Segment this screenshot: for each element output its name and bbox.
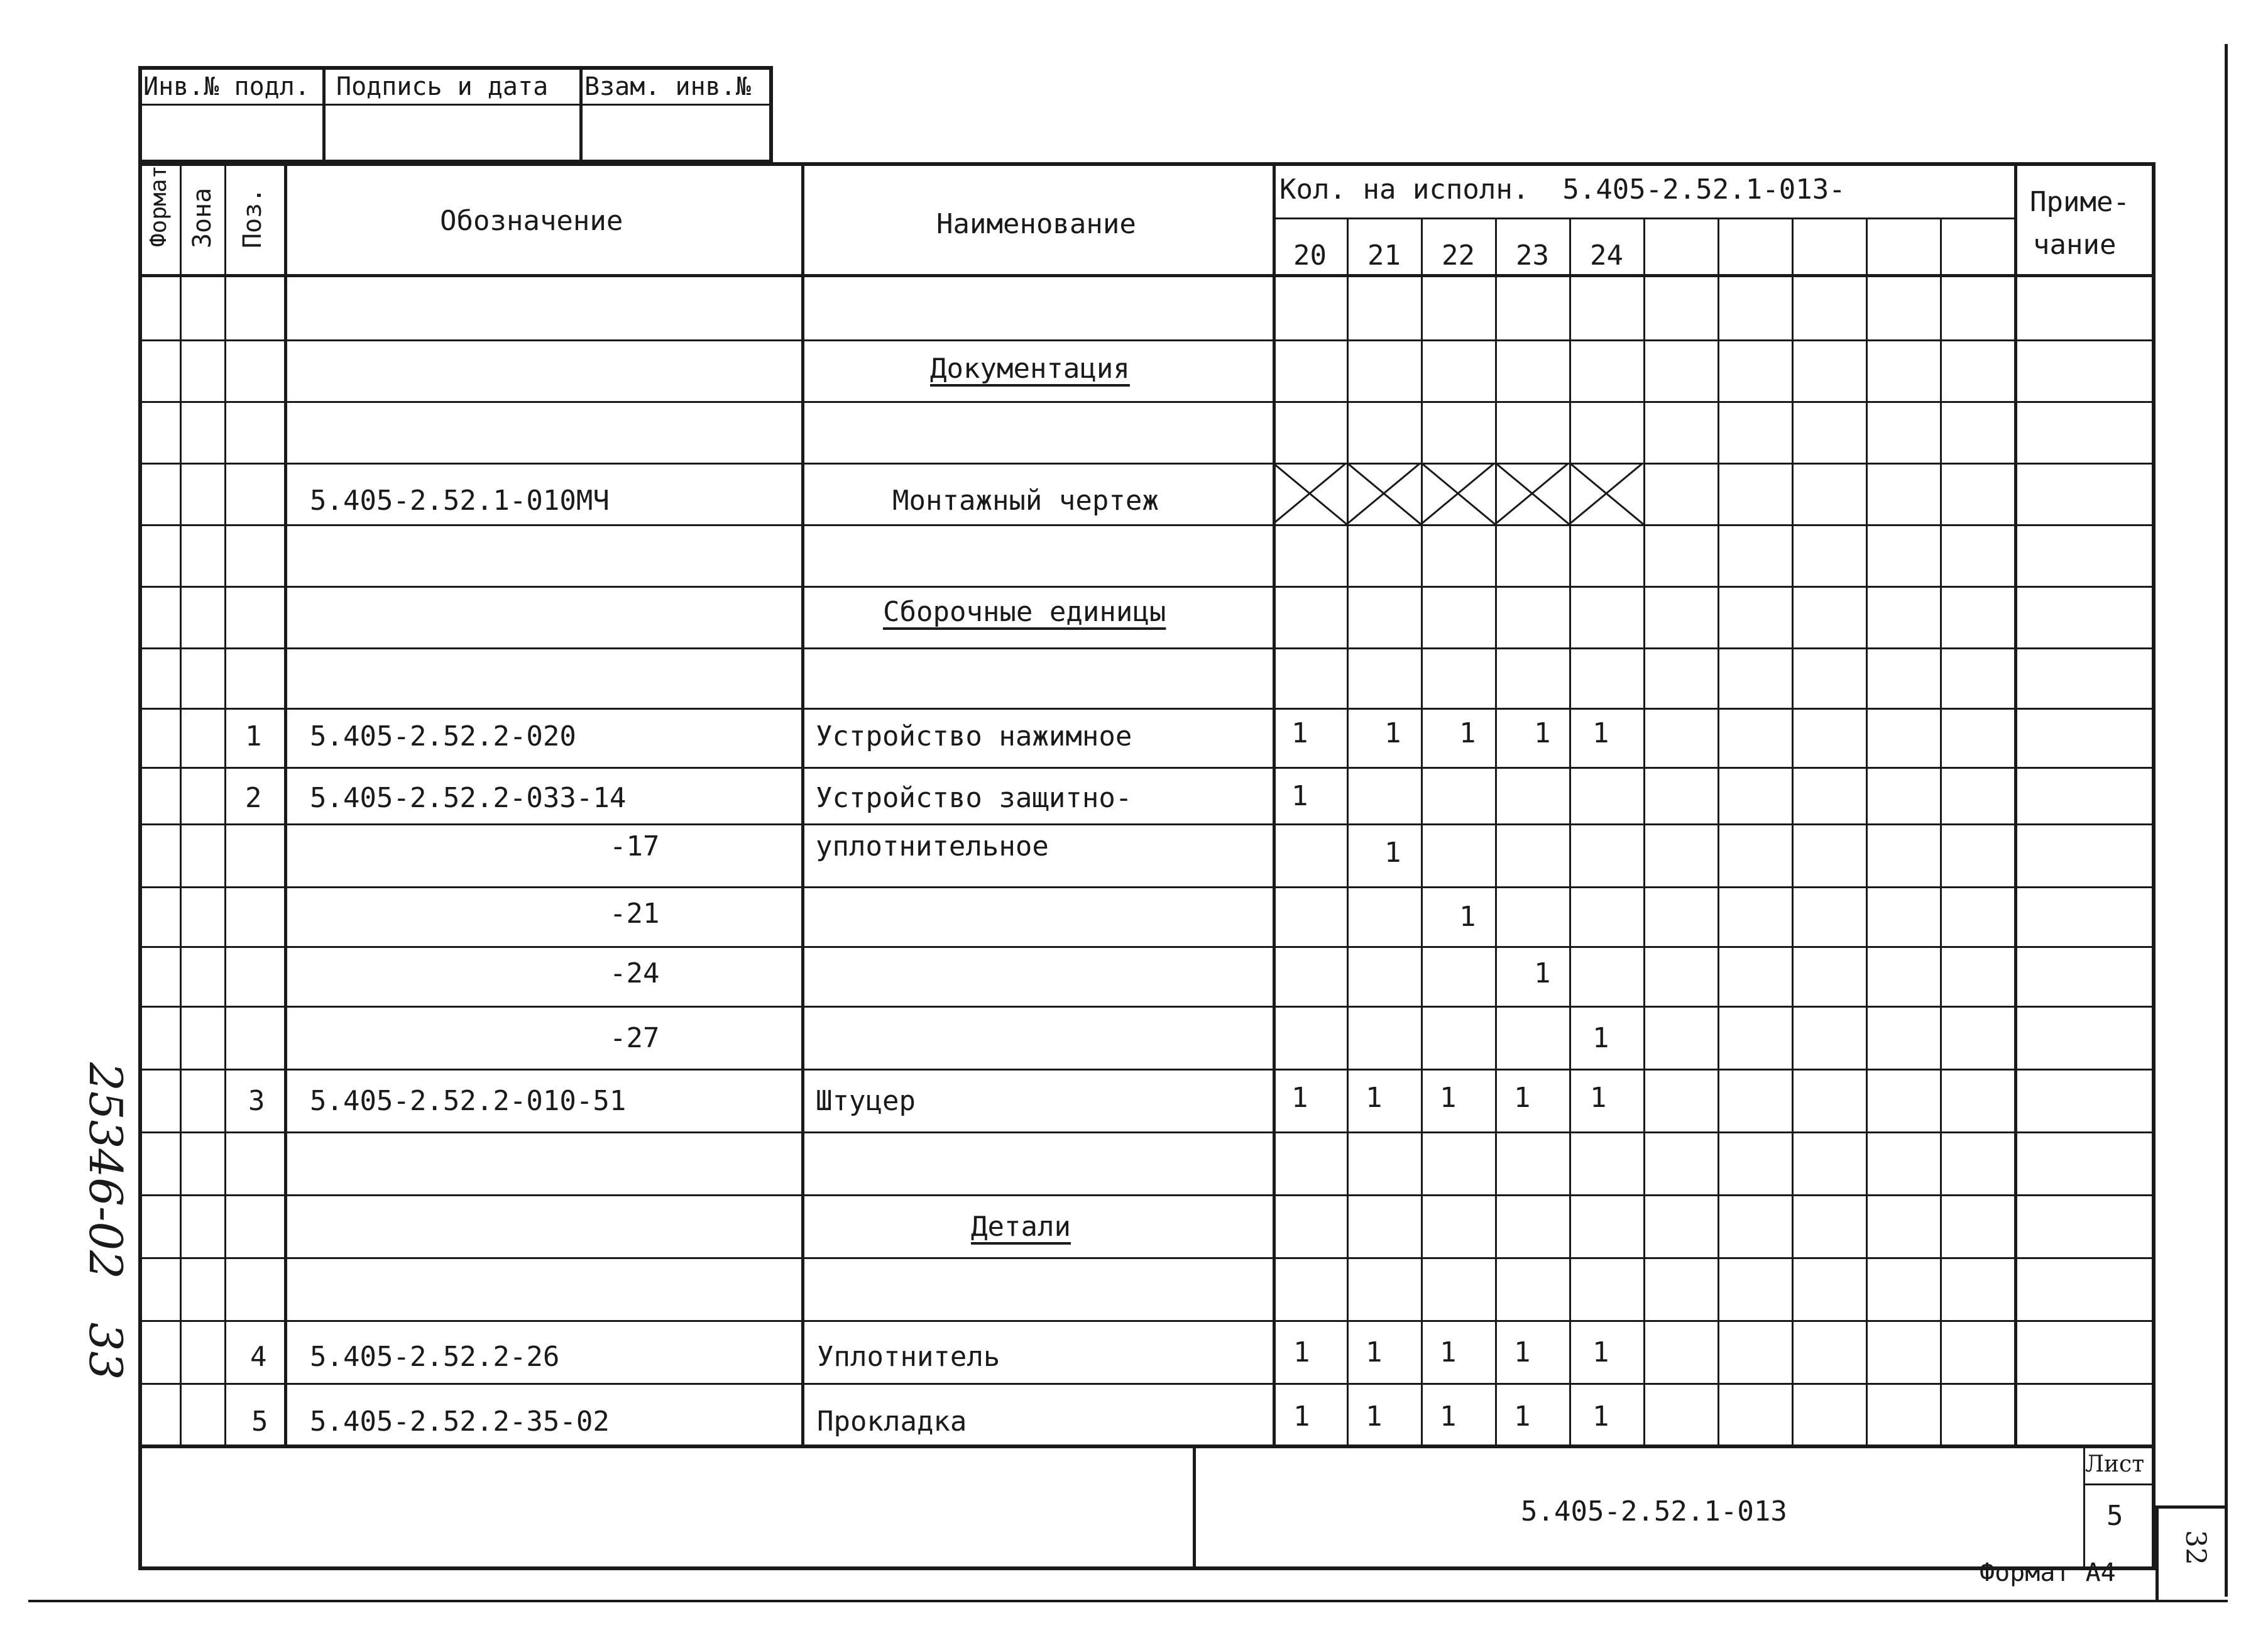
r1-q20: 1	[1291, 717, 1308, 749]
row-line	[138, 708, 2156, 710]
row-line	[138, 1320, 2156, 1322]
stamp-col-line	[322, 66, 326, 163]
stamp-podpis-data: Подпись и дата	[336, 72, 549, 101]
row-line	[138, 823, 2156, 825]
section-assembly: Сборочные единицы	[883, 596, 1166, 628]
r1-q21: 1	[1384, 717, 1401, 749]
footer-list-number: 5	[2106, 1500, 2123, 1532]
r4-q20: 1	[1293, 1336, 1310, 1368]
r1-q24: 1	[1592, 717, 1609, 749]
row-line	[138, 339, 2156, 341]
footer-document-code: 5.405-2.52.1-013	[1521, 1495, 1787, 1527]
r2-name: Устройство защитно-	[816, 782, 1132, 814]
r5-name: Прокладка	[817, 1406, 967, 1438]
row-line	[138, 1131, 2156, 1133]
footer-divider	[1193, 1445, 1196, 1570]
r3-q22: 1	[1440, 1082, 1457, 1114]
doc1-oboz: 5.405-2.52.1-010МЧ	[310, 485, 610, 517]
r2b-q21: 1	[1384, 837, 1401, 869]
stamp-col-line	[579, 66, 583, 163]
page-box-left	[2156, 1505, 2159, 1600]
header-kol-na-ispoln: Кол. на исполн. 5.405-2.52.1-013-	[1279, 173, 1846, 206]
header-exec-23: 23	[1516, 239, 1549, 272]
r5-q24: 1	[1592, 1401, 1609, 1433]
r3-name: Штуцер	[816, 1085, 916, 1117]
r2c-q22: 1	[1459, 901, 1476, 933]
r1-oboz: 5.405-2.52.2-020	[310, 720, 576, 752]
header-bottom-line	[138, 274, 2156, 277]
section-documentation: Документация	[930, 353, 1130, 385]
header-format: Формат	[146, 165, 172, 247]
r3-q21: 1	[1366, 1082, 1383, 1114]
header-exec-22: 22	[1442, 239, 1475, 272]
row-line	[138, 401, 2156, 403]
r2-poz: 2	[245, 782, 262, 814]
row-line	[138, 586, 2156, 588]
footer-list-label: Лист	[2085, 1451, 2145, 1477]
header-naimenovanie: Наименование	[936, 208, 1136, 240]
page-side-number: 32	[2179, 1530, 2211, 1565]
row-line	[138, 767, 2156, 769]
row-line	[138, 1194, 2156, 1196]
r4-q21: 1	[1366, 1336, 1383, 1368]
footer-list-line	[2083, 1483, 2156, 1485]
row-line	[138, 463, 2156, 465]
col-line-poz	[284, 162, 287, 1445]
r1-q23: 1	[1534, 717, 1551, 749]
r2b-name: уплотнительное	[816, 830, 1049, 862]
r3-q20: 1	[1291, 1082, 1308, 1114]
header-zona: Зона	[188, 187, 217, 248]
r1-name: Устройство нажимное	[816, 720, 1132, 752]
right-border-line	[2225, 44, 2228, 1597]
r4-oboz: 5.405-2.52.2-26	[310, 1341, 560, 1373]
r5-oboz: 5.405-2.52.2-35-02	[310, 1406, 610, 1438]
r3-q24: 1	[1590, 1082, 1607, 1114]
header-exec-20: 20	[1293, 239, 1327, 272]
r4-q24: 1	[1592, 1336, 1609, 1368]
col-line-qty-end	[2014, 162, 2017, 1445]
row-line	[138, 647, 2156, 649]
r4-poz: 4	[250, 1341, 267, 1373]
r3-poz: 3	[248, 1085, 265, 1117]
r1-q22: 1	[1459, 717, 1476, 749]
r2d-oboz: -24	[610, 957, 660, 989]
row-line	[138, 1257, 2156, 1259]
footer-top-line	[138, 1445, 2156, 1448]
section-details: Детали	[971, 1211, 1071, 1243]
row-line	[138, 524, 2156, 526]
col-line-zona	[224, 162, 226, 1445]
r4-name: Уплотнитель	[817, 1341, 1000, 1373]
stamp-vzam-inv: Взам. инв.№	[584, 72, 751, 101]
doc1-name: Монтажный чертеж	[892, 485, 1159, 517]
r2-q20: 1	[1291, 780, 1308, 812]
col-line-oboz	[801, 162, 804, 1445]
row-line	[138, 946, 2156, 948]
r2e-oboz: -27	[610, 1022, 660, 1054]
page-box-top	[2156, 1505, 2225, 1509]
r5-q21: 1	[1366, 1401, 1383, 1433]
r4-q22: 1	[1440, 1336, 1457, 1368]
r2-oboz: 5.405-2.52.2-033-14	[310, 782, 627, 814]
header-exec-24: 24	[1590, 239, 1623, 272]
stamp-divider	[138, 104, 773, 106]
footer-format: Формат А4	[1980, 1558, 2116, 1587]
r2c-oboz: -21	[610, 898, 660, 930]
r4-q23: 1	[1514, 1336, 1531, 1368]
header-prime: Приме-	[2030, 186, 2130, 218]
r2e-q24: 1	[1592, 1022, 1609, 1054]
r1-poz: 1	[245, 720, 262, 752]
r5-q22: 1	[1440, 1401, 1457, 1433]
r3-q23: 1	[1514, 1082, 1531, 1114]
r5-q20: 1	[1293, 1401, 1310, 1433]
r2b-oboz: -17	[610, 830, 660, 862]
header-chanie: чание	[2033, 229, 2117, 261]
col-line-name	[1273, 162, 1276, 1445]
header-poz: Поз.	[238, 187, 267, 248]
r5-q23: 1	[1514, 1401, 1531, 1433]
row-line	[138, 1006, 2156, 1008]
r2d-q23: 1	[1534, 957, 1551, 989]
row-line	[138, 1383, 2156, 1385]
stamp-inv-podl: Инв.№ подл.	[143, 72, 310, 101]
r5-poz: 5	[251, 1406, 268, 1438]
r3-oboz: 5.405-2.52.2-010-51	[310, 1085, 627, 1117]
handwritten-number: 25346-02 33	[79, 1062, 132, 1380]
row-line	[138, 1069, 2156, 1070]
doc1-crossed-cells	[1273, 463, 1643, 524]
row-line	[138, 886, 2156, 888]
col-line-format	[180, 162, 182, 1445]
header-oboznachenie: Обозначение	[440, 205, 623, 237]
header-exec-21: 21	[1367, 239, 1401, 272]
bottom-border-line	[28, 1600, 2228, 1602]
